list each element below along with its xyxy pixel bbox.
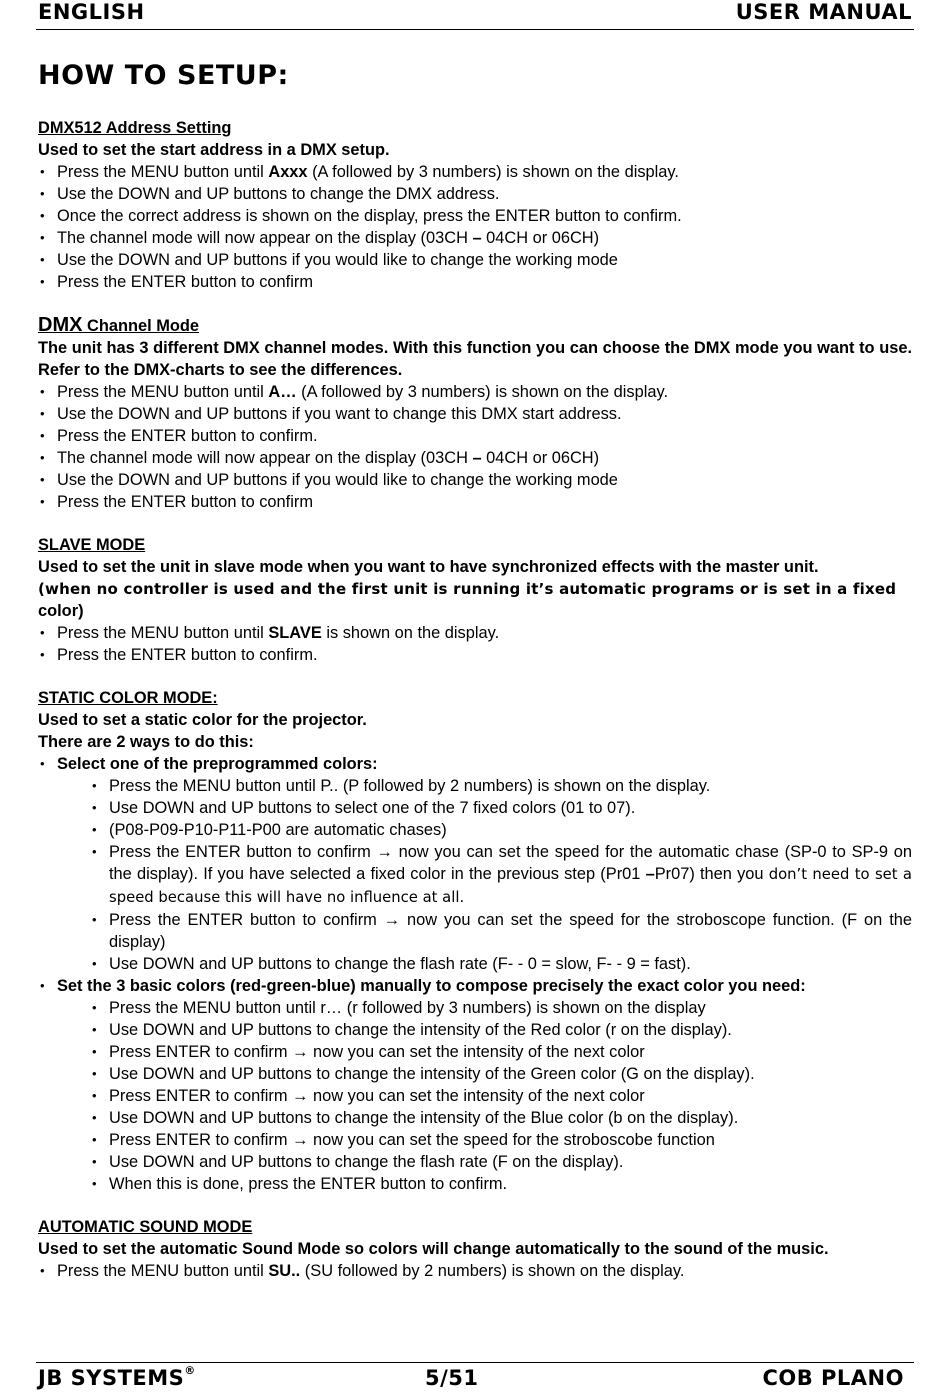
item-text: Use the DOWN and UP buttons if you would like to change the working mode [57,471,618,489]
section-heading: DMX512 Address Setting [38,119,232,137]
section-subtitle: Used to set the automatic Sound Mode so colors will change automatically to the sound of the music. [38,1240,829,1258]
item-text: Use DOWN and UP buttons to change the flash rate (F on the display). [109,1153,624,1171]
list-item [38,183,912,205]
footer-product: COB PLANO [762,1366,904,1390]
list-item [90,1151,912,1173]
list-item [90,1085,912,1107]
list-item [90,819,912,841]
list-item [38,381,912,403]
item-text: Use DOWN and UP buttons to change the intensity of the Green color (G on the display). [109,1065,755,1083]
item-text: Use the DOWN and UP buttons if you would like to change the working mode [57,251,618,269]
subtitle-line: Used to set the unit in slave mode when you want to have synchronized effects with the master unit. [38,558,819,576]
list-item [90,841,912,909]
item-text: Use the DOWN and UP buttons to change the DMX address. [57,185,500,203]
item-text: Press the ENTER button to confirm [57,493,313,511]
list-item [38,447,912,469]
section-subtitle: There are 2 ways to do this: [38,733,254,751]
item-text: (SU followed by 2 numbers) is shown on the display. [300,1262,685,1280]
list-item [38,249,912,271]
item-text: is shown on the display. [321,624,500,642]
list-item [90,797,912,819]
list-item [38,491,912,513]
footer-rule [36,1362,914,1363]
item-text: (A followed by 3 numbers) is shown on the display. [296,383,668,401]
brand-name: JB SYSTEMS [38,1366,185,1390]
item-text: Use DOWN and UP buttons to change the flash rate (F- - 0 = slow, F- - 9 = fast). [109,955,691,973]
section-slave [38,534,912,666]
list-item [90,775,912,797]
bullet-list [38,622,912,666]
section-heading: STATIC COLOR MODE: [38,689,218,707]
item-text: Press ENTER to confirm → now you can set the speed for the stroboscobe function [109,1131,715,1149]
list-item [38,205,912,227]
item-text: When this is done, press the ENTER button to confirm. [109,1175,508,1193]
list-item [38,227,912,249]
item-text: Press ENTER to confirm → now you can set the intensity of the next color [109,1087,645,1105]
item-bold: SLAVE [268,624,322,642]
item-text: Press the MENU button until [57,624,269,642]
list-item [38,161,912,183]
section-subtitle: Used to set the start address in a DMX setup. [38,141,390,159]
section-heading [38,314,912,337]
item-text: Press the ENTER button to confirm. [57,427,318,445]
list-item [90,1019,912,1041]
list-item [38,975,912,1195]
content [38,117,912,1303]
list-item [38,271,912,293]
item-text: Use the DOWN and UP buttons if you want to change this DMX start address. [57,405,622,423]
list-item [90,1129,912,1151]
heading-prefix: DMX [38,314,83,336]
list-item [38,644,912,666]
item-text: Press the MENU button until [57,1262,269,1280]
item-bold: – [645,865,655,883]
header-language: ENGLISH [38,0,145,24]
page-title: HOW TO SETUP: [38,60,289,91]
list-item [90,1041,912,1063]
heading-rest: Channel Mode [82,317,200,335]
list-item [38,622,912,644]
section-heading: SLAVE MODE [38,536,146,554]
item-text: Press the MENU button until P.. (P followed by 2 numbers) is shown on the display. [109,777,711,795]
item-text: The channel mode will now appear on the display (03CH [57,229,473,247]
item-bold: – [472,449,482,467]
group-lead: Set the 3 basic colors (red-green-blue) manually to compose precisely the exact color you need: [57,977,806,995]
list-item [38,403,912,425]
list-item [38,753,912,975]
list-item [90,909,912,953]
section-subtitle: The unit has 3 different DMX channel modes. With this function you can choose the DMX mode you want to use. Refer to the DMX-charts to see the differences. [38,339,912,379]
item-text: Press the ENTER button to confirm → now you can set the speed for the stroboscope function. (F on the display) [109,911,912,951]
bullet-list [38,1260,912,1282]
item-bold: SU.. [268,1262,301,1280]
list-item [90,1107,912,1129]
bullet-list [38,161,912,293]
item-bold: – [472,229,482,247]
section-sound [38,1216,912,1282]
header-doc-type: USER MANUAL [735,0,912,24]
section-channel-mode [38,314,912,513]
bullet-list [38,381,912,513]
item-text: Use DOWN and UP buttons to select one of the 7 fixed colors (01 to 07). [109,799,636,817]
section-dmx512 [38,117,912,293]
list-item [90,997,912,1019]
item-bold: A… [268,383,297,401]
item-text: Press ENTER to confirm → now you can set the intensity of the next color [109,1043,645,1061]
item-text: 04CH or 06CH) [481,449,600,467]
item-text: Use DOWN and UP buttons to change the intensity of the Blue color (b on the display). [109,1109,739,1127]
item-bold: Axxx [268,163,308,181]
item-text: Press the MENU button until [57,383,269,401]
registered-mark: ® [184,1364,196,1377]
item-text: Use DOWN and UP buttons to change the intensity of the Red color (r on the display). [109,1021,732,1039]
item-text: Press the ENTER button to confirm → now you can set the speed for the automatic chase (SP-0 to SP-9 on the display). If you have selected a fixed color in the previous step (Pr01 [109,843,912,883]
bullet-list [38,753,912,1195]
item-text: Press the ENTER button to confirm. [57,646,318,664]
sub-bullet-list [57,997,912,1195]
subtitle-line: color) [38,602,84,620]
subtitle-line: (when no controller is used and the first unit is running it’s automatic programs or is set in a fixed [38,580,897,598]
footer-brand [38,1366,196,1390]
list-item [90,953,912,975]
item-text: Press the ENTER button to confirm [57,273,313,291]
group-lead: Select one of the preprogrammed colors: [57,755,378,773]
item-text: Once the correct address is shown on the display, press the ENTER button to confirm. [57,207,682,225]
sub-bullet-list [57,775,912,975]
item-text: Press the MENU button until [57,163,269,181]
item-text: The channel mode will now appear on the display (03CH [57,449,473,467]
item-text: Press the MENU button until r… (r followed by 3 numbers) is shown on the display [109,999,706,1017]
item-text: (A followed by 3 numbers) is shown on the display. [307,163,679,181]
section-subtitle: Used to set a static color for the projector. [38,711,367,729]
header-rule [36,29,914,30]
list-item [38,1260,912,1282]
item-text: (P08-P09-P10-P11-P00 are automatic chases) [109,821,447,839]
list-item [38,425,912,447]
section-heading: AUTOMATIC SOUND MODE [38,1218,253,1236]
item-text: don’t need to set a speed because this will have no influence at all. [109,866,912,906]
item-text: 04CH or 06CH) [481,229,600,247]
item-text: Pr07) then you [654,865,769,883]
page-number: 5/51 [425,1366,479,1390]
section-static-color [38,687,912,1195]
list-item [90,1063,912,1085]
list-item [90,1173,912,1195]
section-subtitle [38,556,912,622]
list-item [38,469,912,491]
